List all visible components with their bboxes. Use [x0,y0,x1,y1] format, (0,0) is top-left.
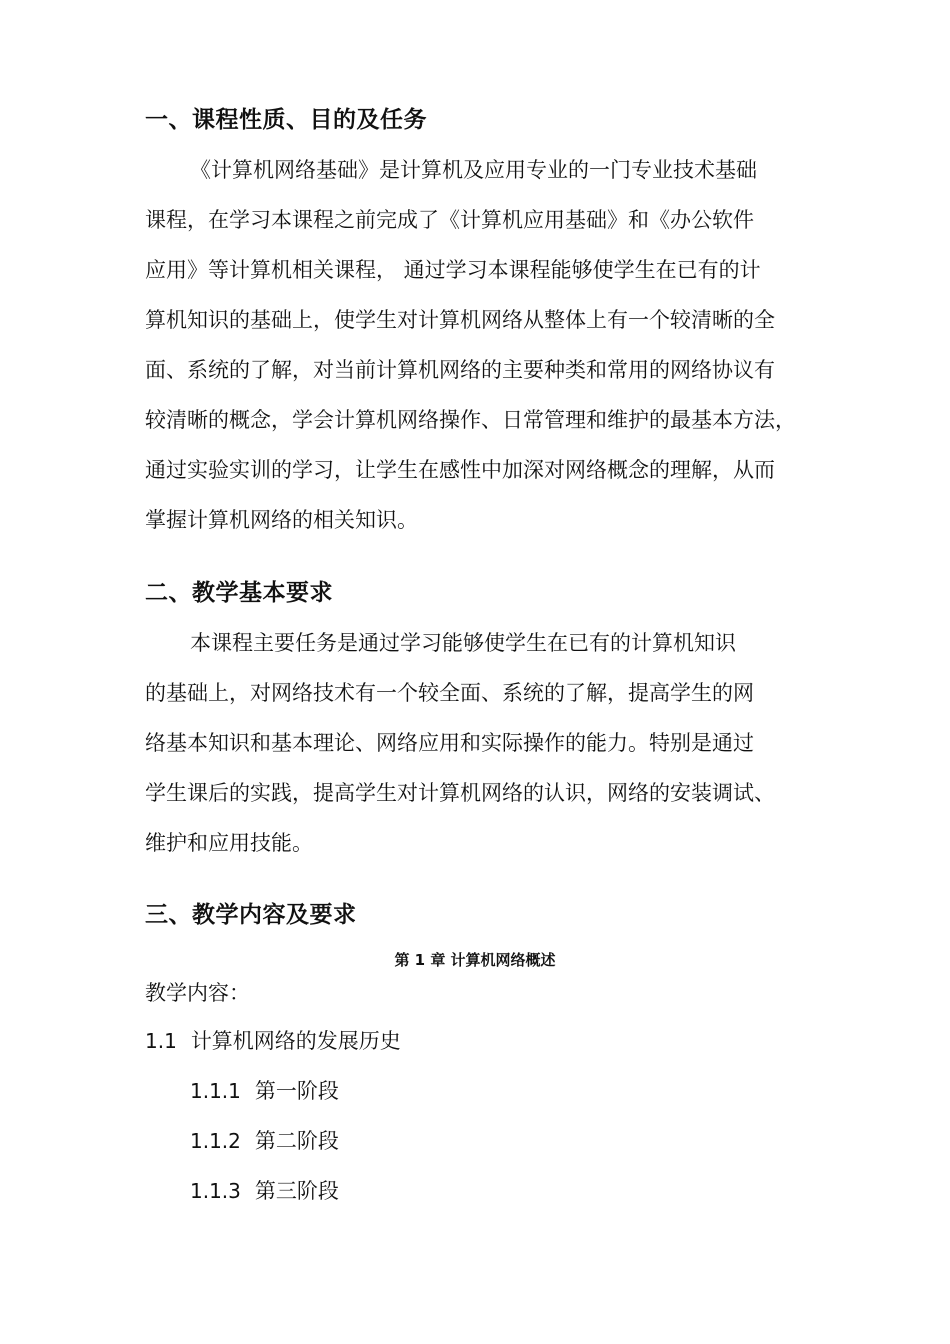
section-heading-2: 二、教学基本要求 [145,580,333,606]
outline-text: 第二阶段 [254,1129,339,1153]
outline-text: 第一阶段 [254,1079,339,1103]
section-heading-1: 一、课程性质、目的及任务 [145,107,427,133]
paragraph-line: 课程，在学习本课程之前完成了《计算机应用基础》和《办公软件 [145,208,754,232]
outline-number: 1.1 [145,1029,177,1053]
paragraph-line: 络基本知识和基本理论、网络应用和实际操作的能力。特别是通过 [145,731,754,755]
section-heading-3: 三、教学内容及要求 [145,902,357,928]
paragraph-line: 掌握计算机网络的相关知识。 [145,508,418,532]
outline-item [190,1076,339,1106]
chapter-title: 第 1 章 计算机网络概述 [394,951,556,969]
paragraph-line: 本课程主要任务是通过学习能够使学生在已有的计算机知识 [190,631,736,655]
outline-item [190,1176,339,1206]
outline-text: 计算机网络的发展历史 [190,1029,401,1053]
outline-number: 1.1.1 [190,1079,241,1103]
paragraph-line: 较清晰的概念，学会计算机网络操作、日常管理和维护的最基本方法， [145,408,796,432]
paragraph-line: 《计算机网络基础》是计算机及应用专业的一门专业技术基础 [190,158,757,182]
outline-text: 第三阶段 [254,1179,339,1203]
paragraph-line: 通过实验实训的学习，让学生在感性中加深对网络概念的理解，从而 [145,458,775,482]
paragraph-line: 应用》等计算机相关课程， 通过学习本课程能够使学生在已有的计 [145,258,761,282]
paragraph-line: 面、系统的了解，对当前计算机网络的主要种类和常用的网络协议有 [145,358,775,382]
outline-item [145,1026,401,1056]
content-label: 教学内容： [145,981,250,1005]
outline-number: 1.1.2 [190,1129,241,1153]
paragraph-line: 算机知识的基础上，使学生对计算机网络从整体上有一个较清晰的全 [145,308,775,332]
outline-number: 1.1.3 [190,1179,241,1203]
paragraph-line: 维护和应用技能。 [145,831,313,855]
paragraph-line: 的基础上，对网络技术有一个较全面、系统的了解，提高学生的网 [145,681,754,705]
outline-item [190,1126,339,1156]
paragraph-line: 学生课后的实践，提高学生对计算机网络的认识，网络的安装调试、 [145,781,775,805]
